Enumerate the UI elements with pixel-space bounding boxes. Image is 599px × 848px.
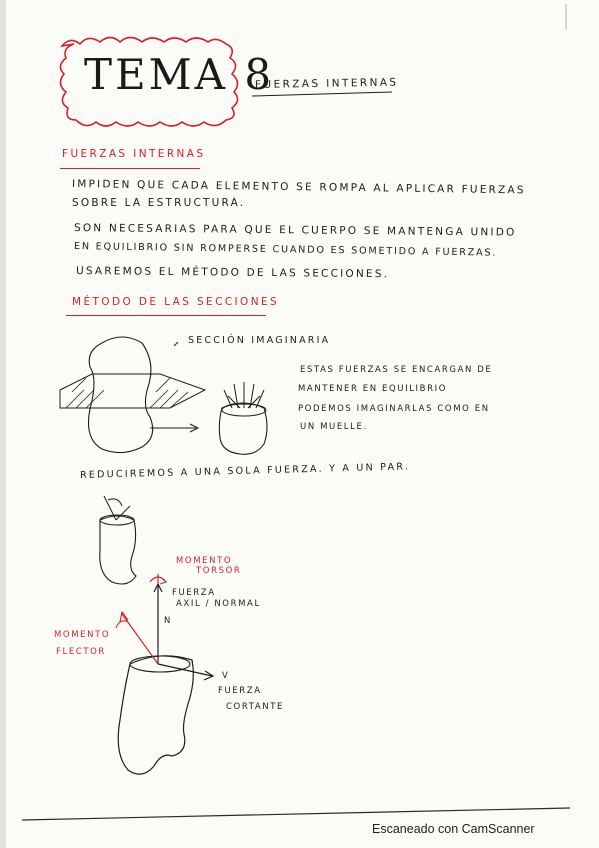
note-line: UN MUELLE. bbox=[300, 422, 368, 432]
reduce-line: REDUCIREMOS A UNA SOLA FUERZA. Y A UN PAR. bbox=[79, 461, 411, 481]
section-heading-underline bbox=[60, 168, 200, 169]
section-heading-underline bbox=[66, 315, 266, 316]
label-momento-flector: MOMENTO bbox=[54, 630, 111, 640]
label-momento-torsor: MOMENTO bbox=[176, 556, 233, 566]
text-line: SOBRE LA ESTRUCTURA. bbox=[72, 197, 246, 209]
label-momento-flector: FLECTOR bbox=[56, 647, 106, 657]
label-fuerza-cortante: FUERZA bbox=[218, 686, 262, 696]
label-momento-torsor: TORSOR bbox=[196, 566, 242, 576]
text-line: EN EQUILIBRIO SIN ROMPERSE CUANDO ES SOMETIDO A FUERZAS. bbox=[73, 241, 498, 259]
resultant-body-drawing bbox=[100, 496, 136, 584]
label-fuerza-cortante: CORTANTE bbox=[226, 702, 284, 712]
label-axis-n: N bbox=[164, 616, 172, 626]
label-fuerza-axil: AXIL / NORMAL bbox=[176, 599, 261, 609]
body-with-plane-drawing bbox=[60, 337, 205, 453]
cut-body-forces-drawing bbox=[219, 382, 267, 454]
page-left-edge bbox=[0, 0, 6, 848]
note-line: ESTAS FUERZAS SE ENCARGAN DE bbox=[300, 365, 493, 375]
section-heading-fuerzas-internas: FUERZAS INTERNAS bbox=[62, 148, 206, 160]
page-bottom-edge bbox=[22, 808, 570, 820]
text-line: SON NECESARIAS PARA QUE EL CUERPO SE MANTENGA UNIDO bbox=[73, 222, 517, 239]
text-line: IMPIDEN QUE CADA ELEMENTO SE ROMPA AL APLICAR FUERZAS bbox=[71, 178, 526, 197]
page-title: TEMA 8 bbox=[84, 50, 275, 99]
page-subtitle: FUERZAS INTERNAS bbox=[254, 76, 399, 91]
scanner-watermark: Escaneado con CamScanner bbox=[372, 822, 535, 836]
label-fuerza-axil: FUERZA bbox=[172, 588, 216, 598]
label-axis-v: V bbox=[222, 671, 230, 681]
note-line: MANTENER EN EQUILIBRIO bbox=[298, 384, 448, 394]
note-line: PODEMOS IMAGINARLAS COMO EN bbox=[298, 404, 490, 414]
section-label: SECCIÓN IMAGINARIA bbox=[188, 335, 331, 346]
section-heading-metodo-secciones: MÉTODO DE LAS SECCIONES bbox=[72, 296, 280, 308]
text-line: USAREMOS EL MÉTODO DE LAS SECCIONES. bbox=[75, 265, 390, 281]
